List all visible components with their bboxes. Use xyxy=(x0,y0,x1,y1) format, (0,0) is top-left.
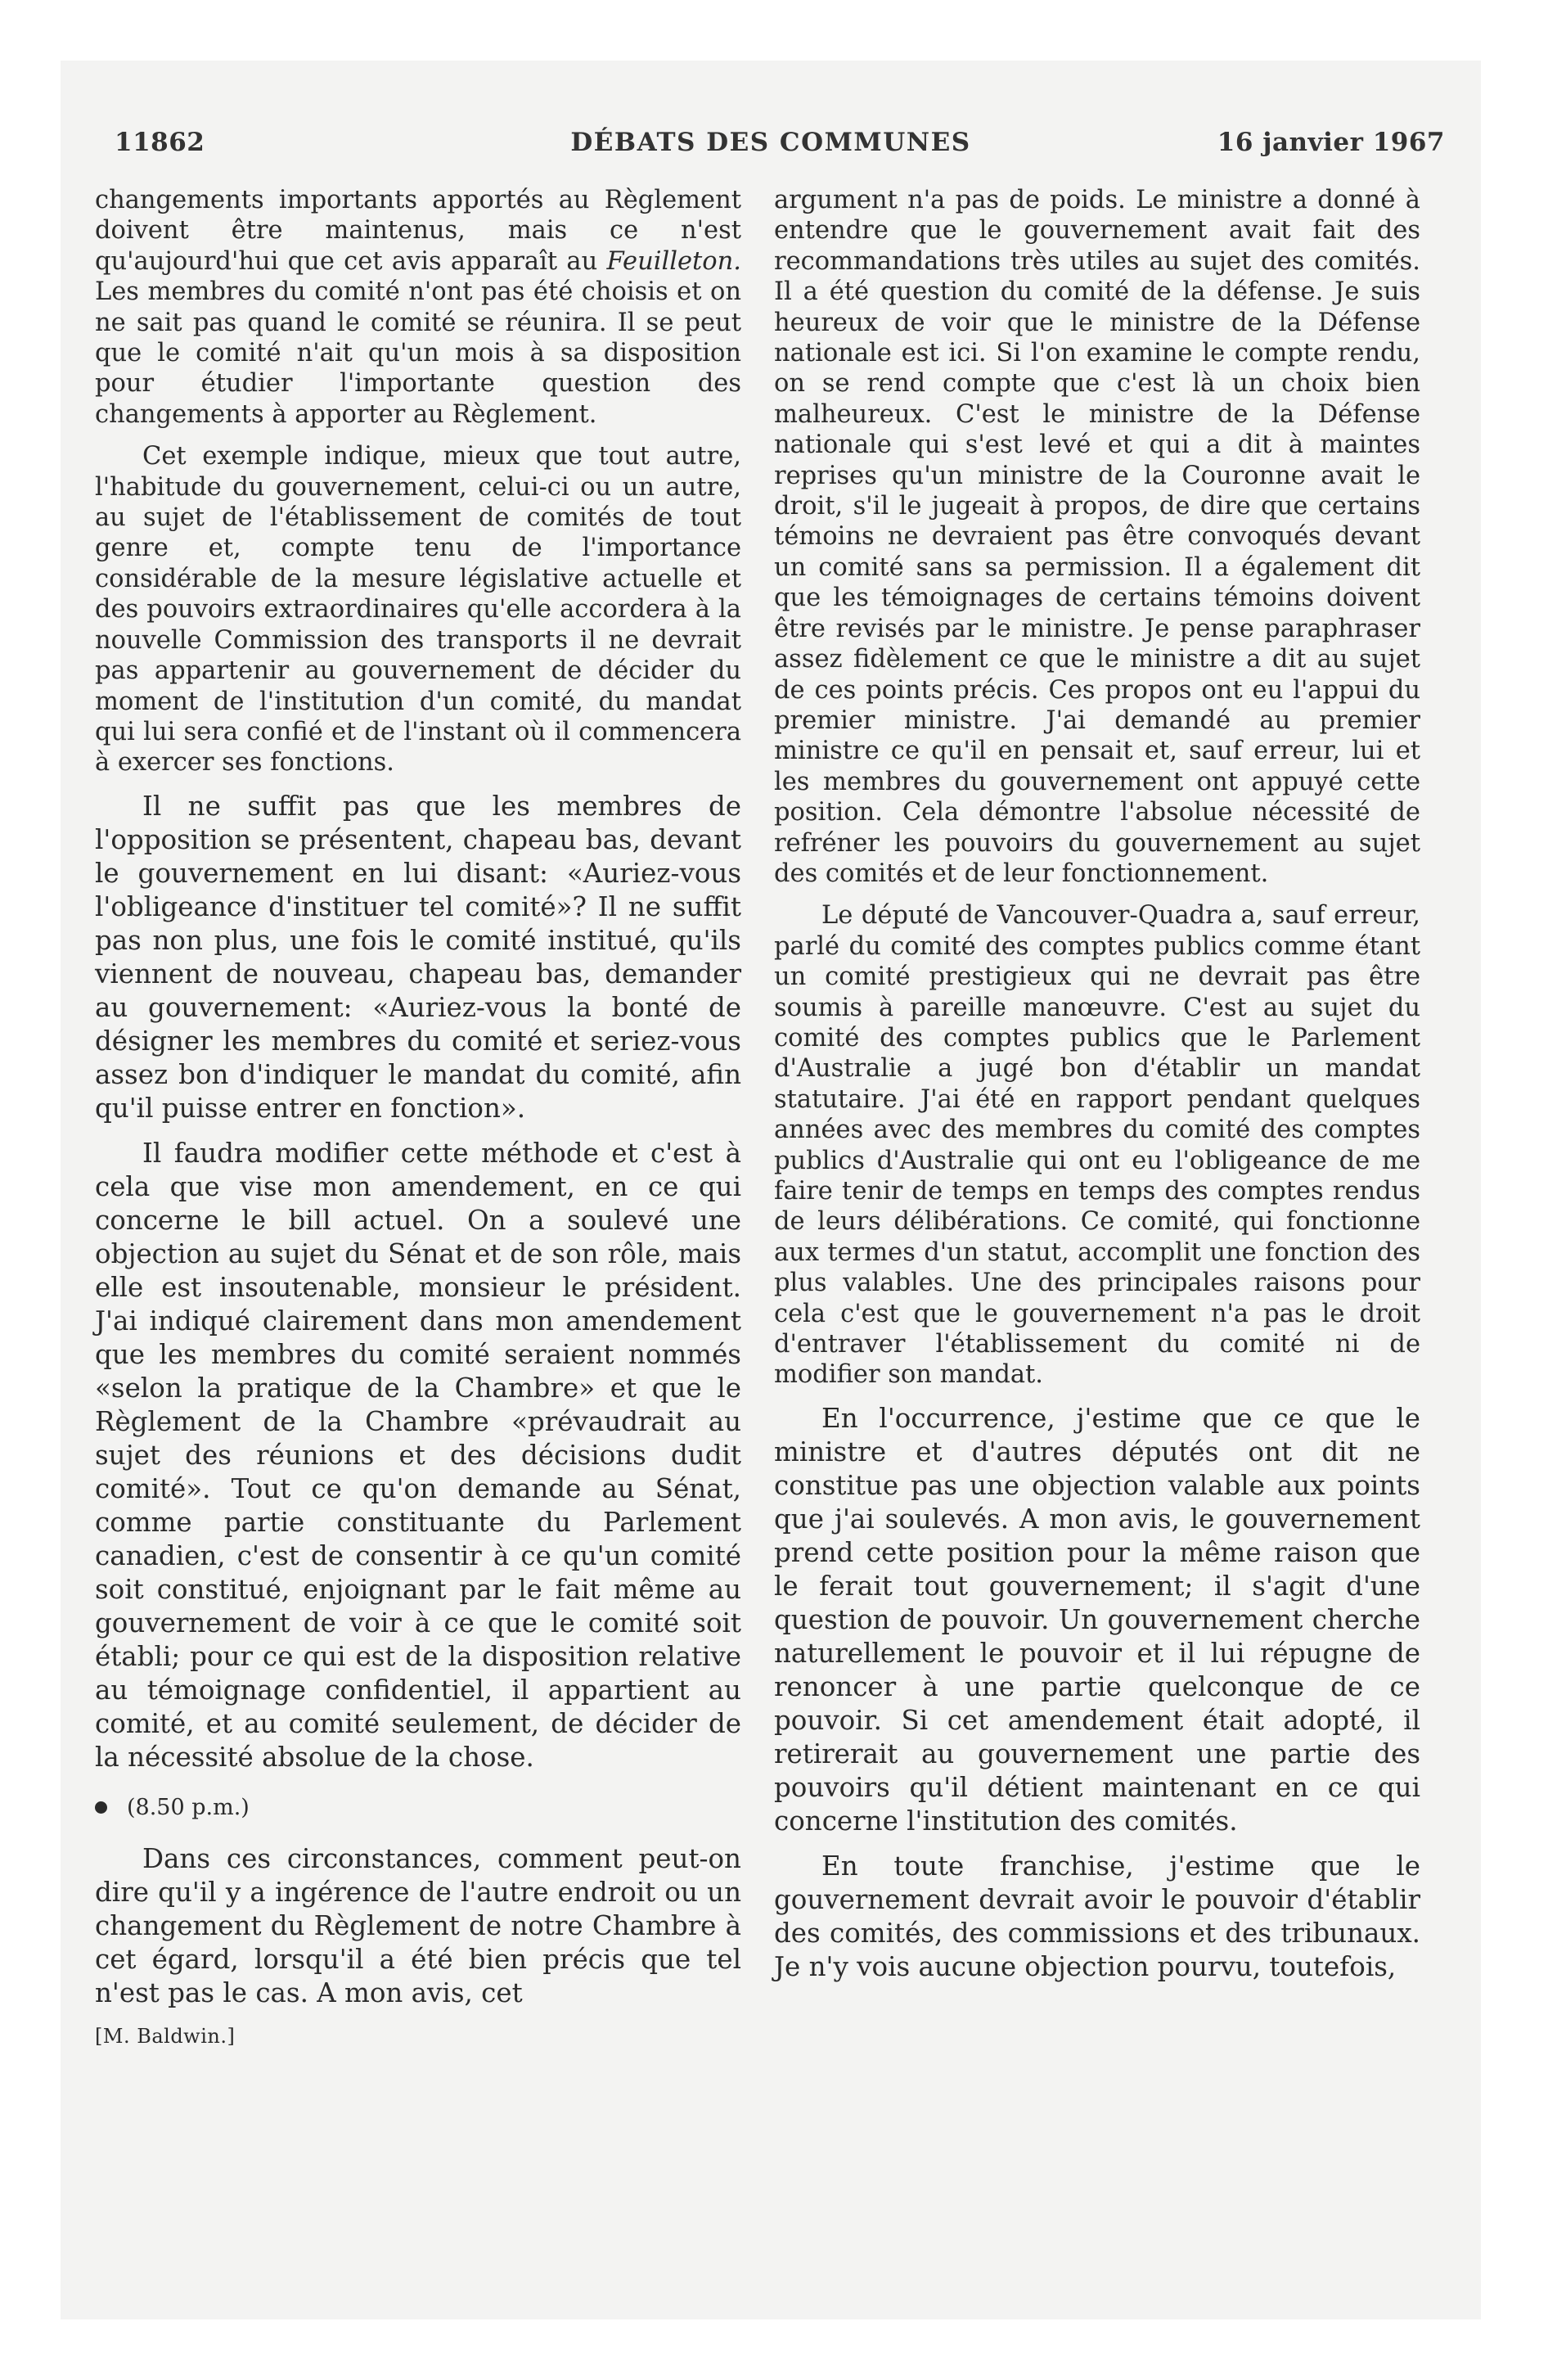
paragraph: argument n'a pas de poids. Le ministre a donné à entendre que le gouvernement avait fait des recommandations très utiles au sujet des comités. Il a été question du comité de la défense. Je suis heureux de voir que le ministre de la Défense nationale est ici. Si l'on examine le compte rendu, on se rend compte que c'est là un choix bien malheureux. C'est le ministre de la Défense nationale qui s'est levé et qui a dit à maintes reprises qu'un ministre de la Couronne avait le droit, s'il le jugeait à propos, de dire que certains témoins ne devraient pas être convoqués devant un comité sans sa permission. Il a également dit que les témoignages de certains témoins doivent être revisés par le ministre. Je pense paraphraser assez fidèlement ce que le ministre a dit au sujet de ces points précis. Ces propos ont eu l'appui du premier ministre. J'ai demandé au premier ministre ce qu'il en pensait et, sauf erreur, lui et les membres du gouvernement ont appuyé cette position. Cela démontre l'absolue nécessité de refréner les pouvoirs du gouvernement au sujet des comités et de leur fonctionnement. xyxy=(774,186,1420,888)
paragraph: Cet exemple indique, mieux que tout autre, l'habitude du gouvernement, celui-ci ou un autre, au sujet de l'établissement de comités de tout genre et, compte tenu de l'importance considérable de la mesure législative actuelle et des pouvoirs extraordinaires qu'elle accordera à la nouvelle Commission des transports il ne devrait pas appartenir au gouvernement de décider du moment de l'institution d'un comité, du mandat qui lui sera confié et de l'instant où il commencera à exercer ses fonctions. xyxy=(95,442,741,778)
paragraph: Dans ces circonstances, comment peut-on dire qu'il y a ingérence de l'autre endroit ou un changement du Règlement de notre Chambre à cet égard, lorsqu'il a été bien précis que tel n'est pas le cas. A mon avis, cet xyxy=(95,1843,741,2009)
paragraph: En l'occurrence, j'estime que ce que le ministre et d'autres députés ont dit ne constitue pas une objection valable aux points que j'ai soulevés. A mon avis, le gouvernement prend cette position pour la même raison que le ferait tout gouvernement; il s'agit d'une question de pouvoir. Un gouvernement cherche naturellement le pouvoir et il lui répugne de renoncer à une partie quelconque de ce pouvoir. Si cet amendement était adopté, il retirerait au gouvernement une partie des pouvoirs qu'il détient maintenant en ce qui concerne l'institution des comités. xyxy=(774,1402,1420,1837)
left-column xyxy=(95,185,741,2053)
paragraph: Il ne suffit pas que les membres de l'opposition se présentent, chapeau bas, devant le gouvernement en lui disant: «Auriez-vous l'obligeance d'instituer tel comité»? Il ne suffit pas non plus, une fois le comité institué, qu'ils viennent de nouveau, chapeau bas, demander au gouvernement: «Auriez-vous la bonté de désigner les membres du comité et seriez-vous assez bon d'indiquer le mandat du comité, afin qu'il puisse entrer en fonction». xyxy=(95,790,741,1124)
right-column xyxy=(774,185,1420,1995)
paragraph: Le député de Vancouver-Quadra a, sauf erreur, parlé du comité des comptes publics comme étant un comité prestigieux qui ne devrait pas être soumis à pareille manœuvre. C'est au sujet du comité des comptes publics que le Parlement d'Australie a jugé bon d'établir un mandat statutaire. J'ai été en rapport pendant quelques années avec des membres du comité des comptes publics d'Australie qui ont eu l'obligeance de me faire tenir de temps en temps des comptes rendus de leurs délibérations. Ce comité, qui fonctionne aux termes d'un statut, accomplit une fonction des plus valables. Une des principales raisons pour cela c'est que le gouvernement n'a pas le droit d'entraver l'établissement du comité ni de modifier son mandat. xyxy=(774,901,1420,1390)
speaker-attribution: [M. Baldwin.] xyxy=(95,2025,236,2049)
paragraph: En toute franchise, j'estime que le gouvernement devrait avoir le pouvoir d'établir des comités, des commissions et des tribunaux. Je n'y vois aucune objection pourvu, toutefois, xyxy=(774,1850,1420,1982)
timestamp xyxy=(95,1792,741,1823)
timestamp-text: (8.50 p.m.) xyxy=(127,1794,250,1820)
document-page xyxy=(61,61,1481,2319)
bullet-icon xyxy=(95,1801,107,1814)
paragraph: changements importants apportés au Règlement doivent être maintenus, mais ce n'est qu'aujourd'hui que cet avis apparaît au Feuilleton. Les membres du comité n'ont pas été choisis et on ne sait pas quand le comité se réunira. Il se peut que le comité n'ait qu'un mois à sa disposition pour étudier l'importante question des changements à apporter au Règlement. xyxy=(95,186,741,429)
page-number: 11862 xyxy=(115,128,205,157)
paragraph: Il faudra modifier cette méthode et c'est à cela que vise mon amendement, en ce qui concerne le bill actuel. On a soulevé une objection au sujet du Sénat et de son rôle, mais elle est insoutenable, monsieur le président. J'ai indiqué clairement dans mon amendement que les membres du comité seraient nommés «selon la pratique de la Chambre» et que le Règlement de la Chambre «prévaudrait au sujet des réunions et des décisions dudit comité». Tout ce qu'on demande au Sénat, comme partie constituante du Parlement canadien, c'est de consentir à ce qu'un comité soit constitué, enjoignant par le fait même au gouvernement de voir à ce que le comité soit établi; pour ce qui est de la disposition relative au témoignage confidentiel, il appartient au comité, et au comité seulement, de décider de la nécessité absolue de la chose. xyxy=(95,1137,741,1773)
feuilleton-italic: Feuilleton. xyxy=(606,246,741,276)
page-date: 16 janvier 1967 xyxy=(1217,128,1445,157)
running-title: DÉBATS DES COMMUNES xyxy=(570,128,971,157)
